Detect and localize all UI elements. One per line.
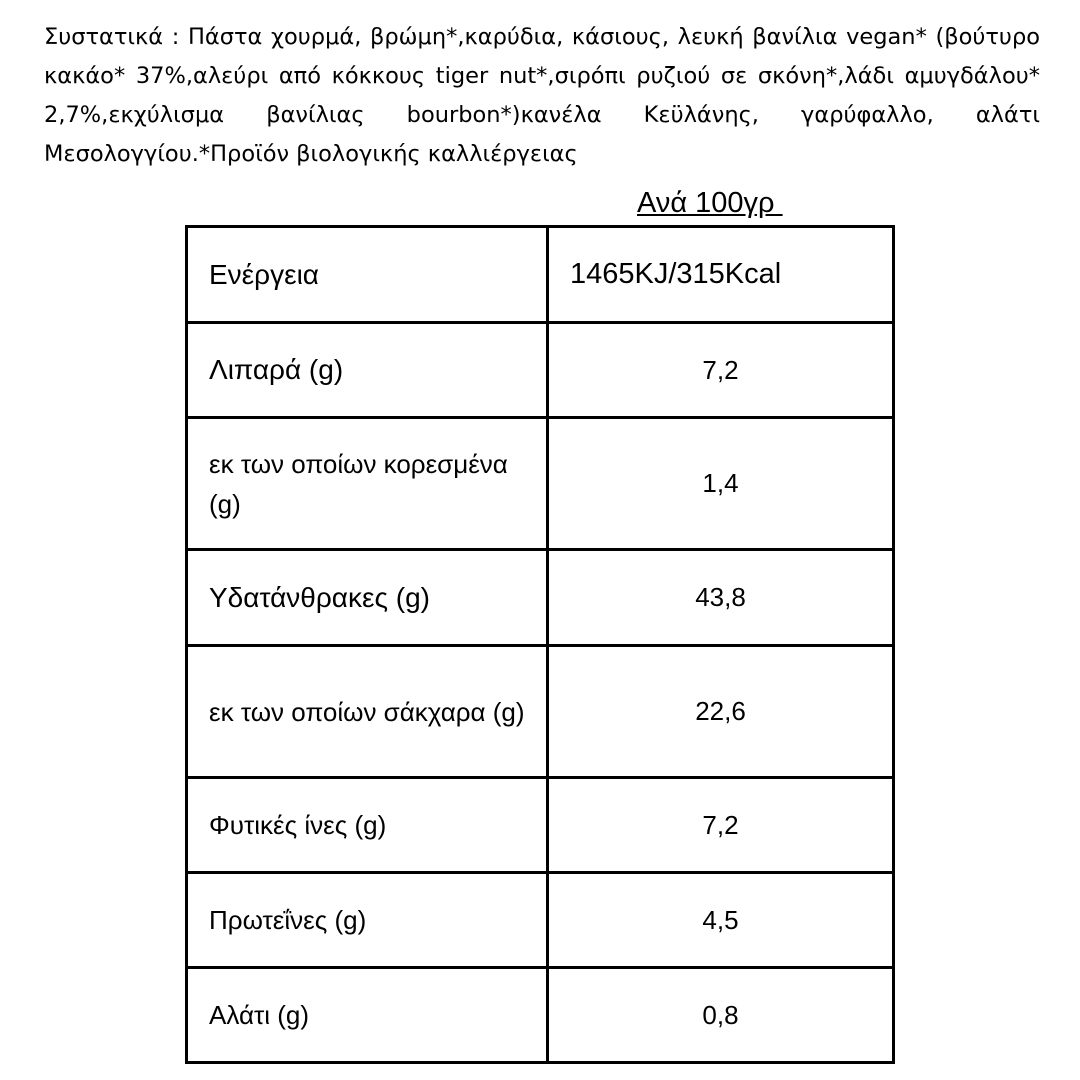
row-label: Ενέργεια [187, 227, 548, 323]
table-row-carbs [187, 550, 894, 646]
row-label: εκ των οποίων σάκχαρα (g) [187, 646, 548, 778]
table-row-energy [187, 227, 894, 323]
ingredients-text: Συστατικά : Πάστα χουρμά, βρώμη*,καρύδια, κάσιους, λευκή βανίλια vegan* (βούτυρο κακάο* 37%,αλεύρι από κόκκους tiger nut*,σιρόπι ρυζιού σε σκόνη*,λάδι αμυγδάλου* 2,7%,εκχύλισμα βανίλιας bourbon*)κανέλα Κεϋλάνης, γαρύφαλλο, αλάτι Μεσολογγίου.*Προϊόν βιολογικής καλλιέργειας [44, 24, 1040, 167]
row-value: 4,5 [548, 873, 894, 968]
per-100g-header: Ανά 100γρ [637, 187, 783, 219]
table-row-salt [187, 968, 894, 1063]
table-row-fat [187, 323, 894, 418]
row-value: 1,4 [548, 418, 894, 550]
row-value: 43,8 [548, 550, 894, 646]
table-row-fiber [187, 778, 894, 873]
row-label: Υδατάνθρακες (g) [187, 550, 548, 646]
row-label: Αλάτι (g) [187, 968, 548, 1063]
nutrition-table [185, 225, 895, 1064]
row-value: 7,2 [548, 323, 894, 418]
row-value: 7,2 [548, 778, 894, 873]
row-label: Πρωτεΐνες (g) [187, 873, 548, 968]
row-label: Λιπαρά (g) [187, 323, 548, 418]
table-row-saturated [187, 418, 894, 550]
table-row-sugars [187, 646, 894, 778]
row-value: 1465KJ/315Kcal [548, 227, 894, 323]
row-value: 0,8 [548, 968, 894, 1063]
table-row-protein [187, 873, 894, 968]
row-label: εκ των οποίων κορεσμένα (g) [187, 418, 548, 550]
row-value: 22,6 [548, 646, 894, 778]
row-label: Φυτικές ίνες (g) [187, 778, 548, 873]
